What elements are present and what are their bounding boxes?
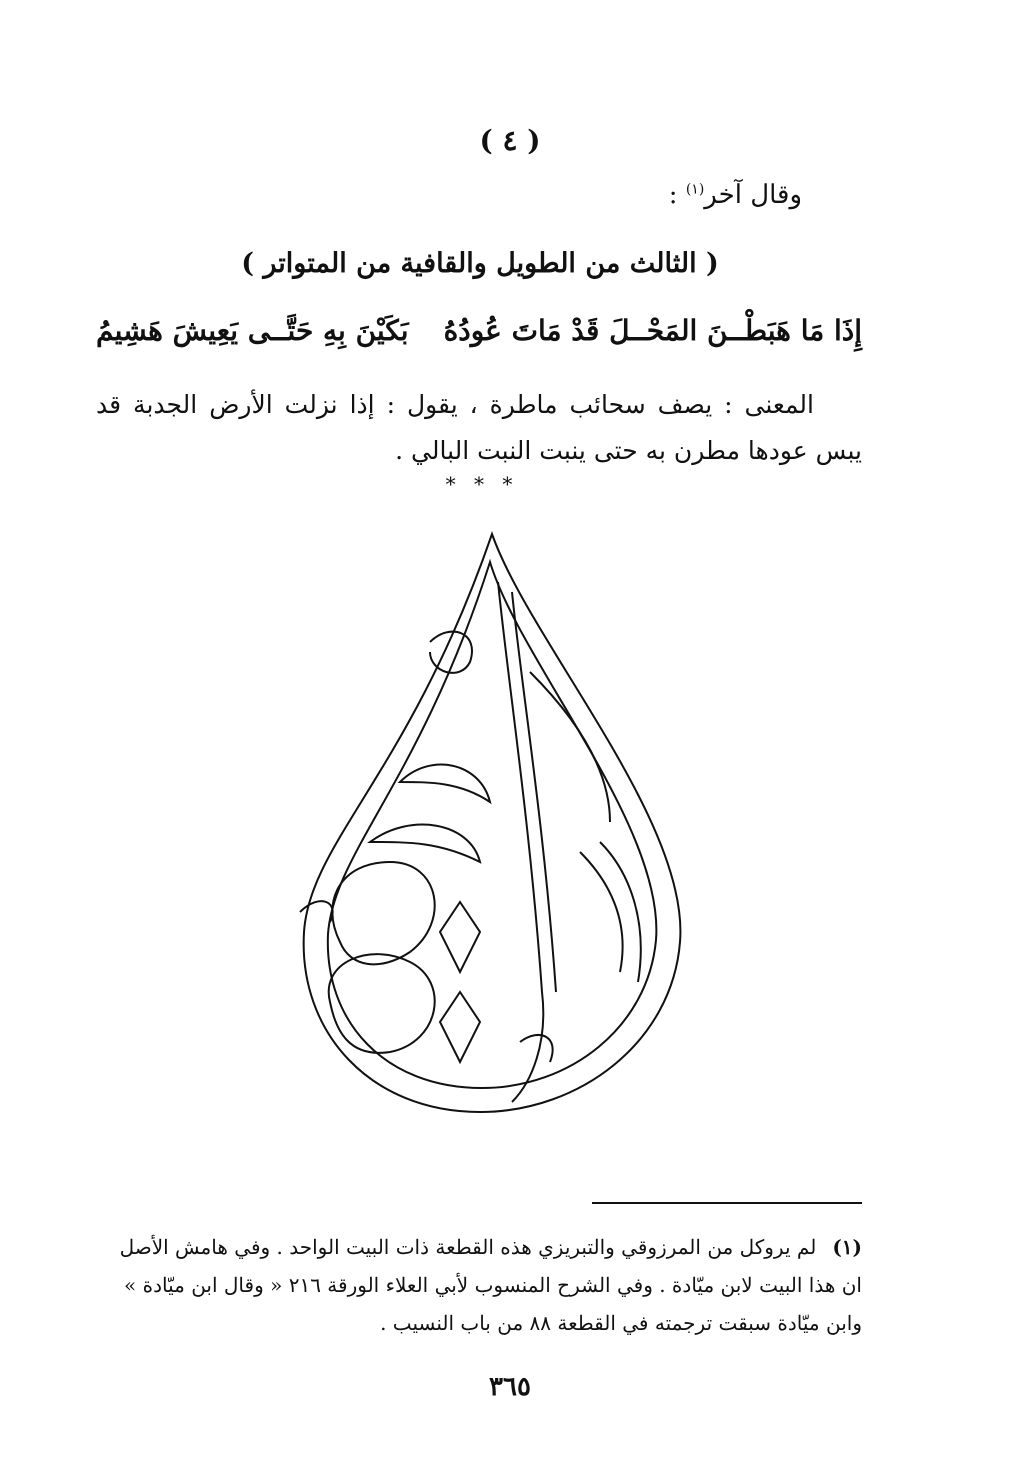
alif-stroke-inner [512, 592, 556, 992]
footnote-marker: (١) [832, 1235, 862, 1259]
wave-right-inner [600, 842, 641, 982]
loop-left [332, 862, 434, 964]
calligraphy-ornament [280, 522, 700, 1122]
meaning-paragraph: المعنى : يصف سحائب ماطرة ، يقول : إذا نزلت الأرض الجدبة قد يبس عودها مطرن به حتى ينبت النبت البالي . [96, 390, 862, 465]
page-number: ٣٦٥ [489, 1372, 531, 1402]
footnote-text: لم يروكل من المرزوقي والتبريزي هذه القطعة ذات البيت الواحد . وفي هامش الأصل ان هذا البيت لابن ميّادة . وفي الشرح المنسوب لأبي العلاء الورقة ٢١٦ « وقال ابن ميّادة » وابن ميّادة سبقت ترجمته في القطعة ٨٨ من باب النسيب . [119, 1235, 862, 1335]
meter-heading: ( الثالث من الطويل والقافية من المتواتر ) [241, 248, 719, 279]
wave-right [580, 852, 623, 972]
diamond-center [440, 902, 480, 972]
diamond-lower [440, 992, 480, 1062]
loop-lower-left [329, 954, 435, 1053]
footnote-rule [592, 1202, 862, 1204]
teardrop-outer-outline [304, 534, 681, 1112]
poem-intro [669, 180, 802, 210]
crescent-upper [400, 765, 490, 802]
section-separator: * * * [445, 472, 519, 496]
verse-line [96, 314, 862, 347]
piece-number: ( ٤ ) [479, 124, 541, 157]
arc-upper-right [530, 672, 610, 822]
intro-colon: : [668, 180, 686, 210]
verse-first-hemistich: إِذَا مَا هَبَطْــنَ المَحْــلَ قَدْ مَاتَ عُودُهُ [443, 314, 862, 347]
verse-second-hemistich: بَكَيْنَ بِهِ حَتَّــى يَعِيشَ هَشِيمُ [96, 314, 409, 347]
crescent-mid [370, 825, 480, 862]
teardrop-inner-outline [328, 562, 657, 1088]
intro-text: وقال آخر [704, 180, 802, 210]
footnote-ref[interactable]: (١) [685, 181, 705, 198]
footnote [96, 1228, 862, 1342]
